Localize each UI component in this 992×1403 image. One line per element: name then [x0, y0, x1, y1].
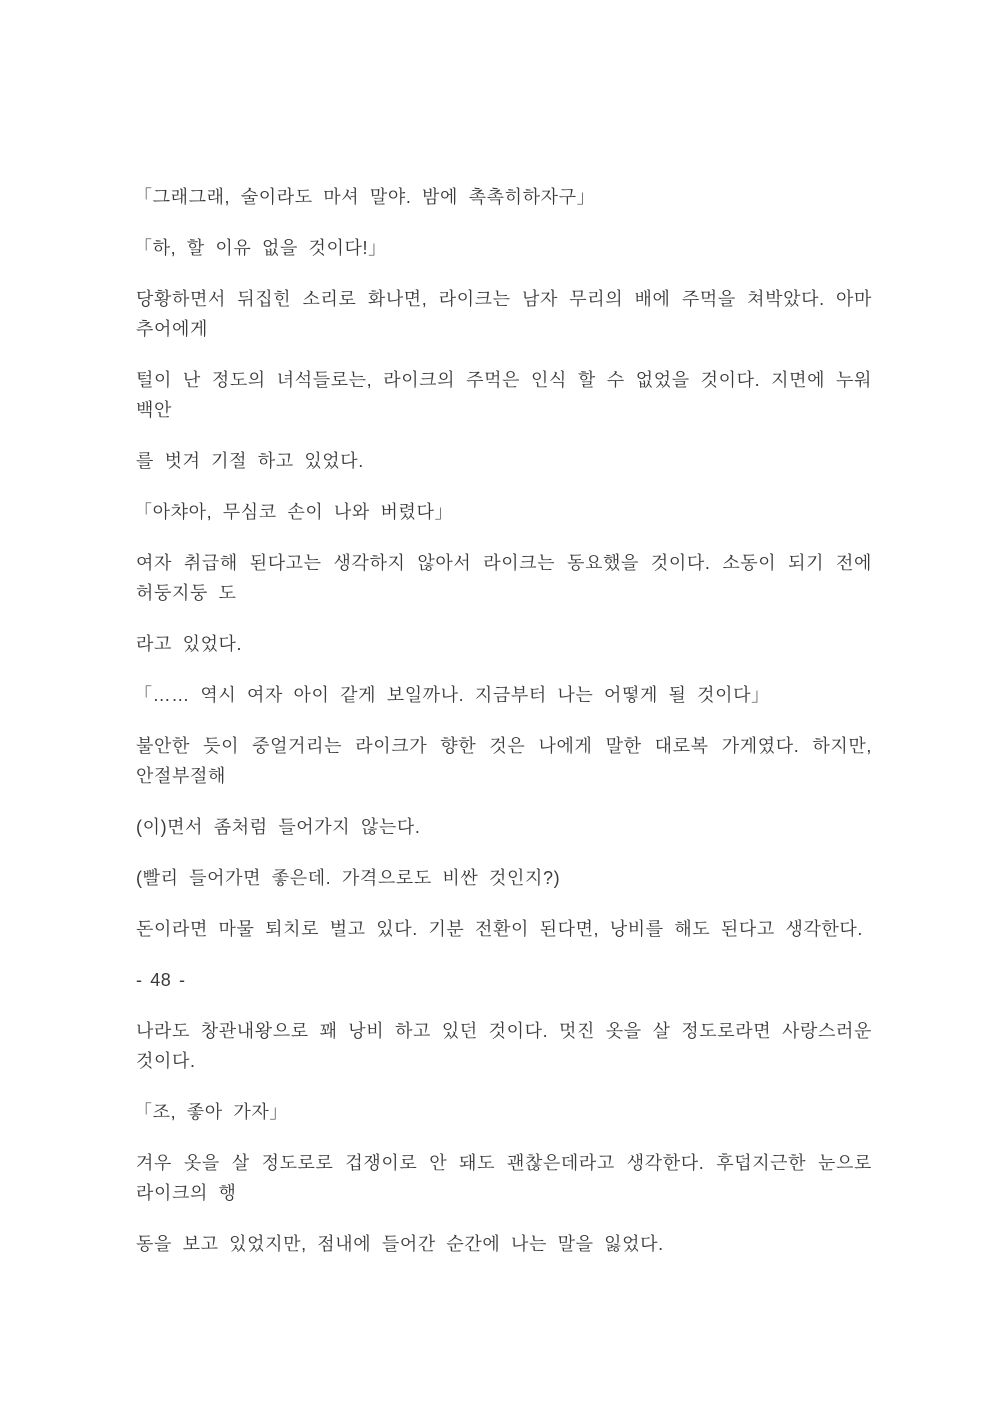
- paragraph: 나라도 창관내왕으로 꽤 낭비 하고 있던 것이다. 멋진 옷을 살 정도로라면 사랑스러운 것이다.: [136, 1021, 872, 1071]
- paragraph-dialogue: 「아챠아, 무심코 손이 나와 버렸다」: [134, 502, 454, 522]
- paragraph: 동을 보고 있었지만, 점내에 들어간 순간에 나는 말을 잃었다.: [136, 1234, 664, 1254]
- paragraph: 불안한 듯이 중얼거리는 라이크가 향한 것은 나에게 말한 대로복 가게였다. 하지만, 안절부절해: [136, 736, 872, 786]
- paragraph: (빨리 들어가면 좋은데. 가격으로도 비싼 것인지?): [136, 868, 561, 888]
- paragraph-dialogue: 「조, 좋아 가자」: [134, 1102, 288, 1122]
- paragraph: 라고 있었다.: [136, 634, 243, 654]
- paragraph: 를 벗겨 기절 하고 있었다.: [136, 451, 364, 471]
- paragraph-dialogue: 「하, 할 이유 없을 것이다!」: [134, 238, 387, 258]
- paragraph: 여자 취급해 된다고는 생각하지 않아서 라이크는 동요했을 것이다. 소동이 되기 전에 허둥지둥 도: [136, 553, 872, 603]
- paragraph: 겨우 옷을 살 정도로로 겁쟁이로 안 돼도 괜찮은데라고 생각한다. 후덥지근한 눈으로 라이크의 행: [136, 1153, 872, 1203]
- paragraph: 돈이라면 마물 퇴치로 벌고 있다. 기분 전환이 된다면, 낭비를 해도 된다고 생각한다.: [136, 919, 864, 939]
- paragraph: (이)면서 좀처럼 들어가지 않는다.: [136, 817, 421, 837]
- page-number: - 48 -: [136, 970, 186, 990]
- paragraph: 당황하면서 뒤집힌 소리로 화나면, 라이크는 남자 무리의 배에 주먹을 쳐박았다. 아마추어에게: [136, 289, 872, 339]
- paragraph-dialogue: 「…… 역시 여자 아이 같게 보일까나. 지금부터 나는 어떻게 될 것이다」: [134, 685, 770, 705]
- paragraph-dialogue: 「그래그래, 술이라도 마셔 말야. 밤에 촉촉히하자구」: [134, 187, 596, 207]
- paragraph: 털이 난 정도의 녀석들로는, 라이크의 주먹은 인식 할 수 없었을 것이다. 지면에 누워 백안: [136, 370, 872, 420]
